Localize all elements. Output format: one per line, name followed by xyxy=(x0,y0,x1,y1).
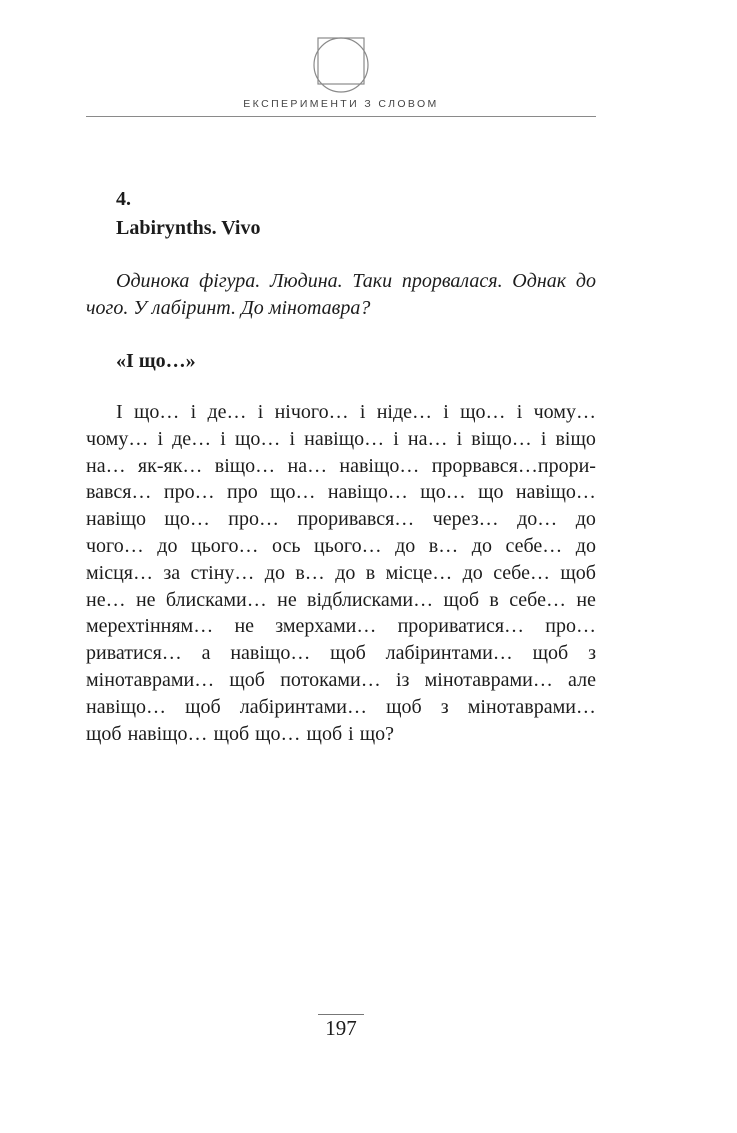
subheading: «І що…» xyxy=(116,350,196,372)
body-line: не… не блисками… не відблисками… щоб в себе… не xyxy=(86,588,596,611)
circle-square-emblem-icon xyxy=(312,35,370,93)
header-rule xyxy=(86,116,596,117)
body-line: на… як-як… віщо… на… навіщо… прорвався…прори- xyxy=(86,454,596,477)
body-line: навіщо… щоб лабіринтами… щоб з мінотаврами… xyxy=(86,695,596,718)
body-paragraph xyxy=(86,399,596,747)
intro-paragraph: Одинока фігура. Людина. Таки прорвалася. Однак до чого. У лабіринт. До мінотавра? xyxy=(86,270,596,319)
running-header: ЕКСПЕРИМЕНТИ З СЛОВОМ xyxy=(243,98,439,110)
body-line: навіщо що… про… проривався… через… до… до xyxy=(86,508,596,531)
body-line: мінотаврами… щоб потоками… із мінотаврами… але xyxy=(86,668,596,691)
body-line: місця… за стіну… до в… до в місце… до себе… щоб xyxy=(86,561,596,584)
body-line: мерехтінням… не змерхами… прориватися… про… xyxy=(86,615,596,638)
body-line: риватися… а навіщо… щоб лабіринтами… щоб з xyxy=(86,642,596,665)
section-number: 4. xyxy=(116,188,131,210)
body-line: щоб навіщо… щоб що… щоб і що? xyxy=(86,722,394,745)
body-line: І що… і де… і нічого… і ніде… і що… і чому… xyxy=(116,401,596,423)
body-line: чому… і де… і що… і навіщо… і на… і віщо… і віщо xyxy=(86,427,596,450)
body-line: чого… до цього… ось цього… до в… до себе… до xyxy=(86,534,596,557)
page-number: 197 xyxy=(318,1014,364,1040)
body-line: вався… про… про що… навіщо… що… що навіщо… xyxy=(86,481,596,504)
section-title: Labirynths. Vivo xyxy=(116,217,261,239)
